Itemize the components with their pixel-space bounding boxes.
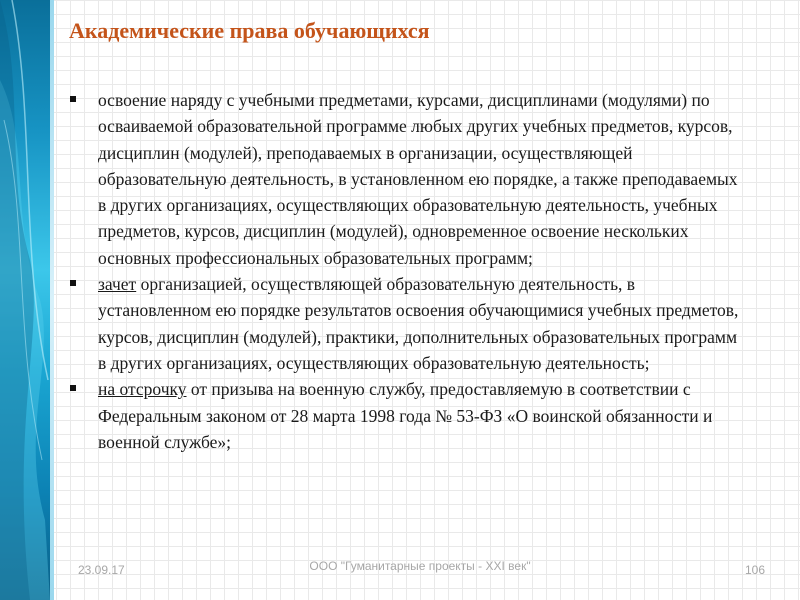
side-band-edge: [50, 0, 54, 600]
bullet-list: [69, 87, 749, 455]
underlined-term: зачет: [98, 274, 137, 295]
bullet-marker: [70, 385, 76, 391]
list-item: [69, 271, 749, 376]
list-item: [69, 376, 749, 455]
slide-number: 106: [744, 563, 765, 577]
footer-organization: ООО "Гуманитарные проекты - XXI век": [309, 559, 531, 573]
list-item-text: от призыва на военную службу, предоставляемую в соответствии с Федеральным законом от 28 марта 1998 года № 53-ФЗ «О воинской обязанности и военной службе»;: [98, 379, 713, 452]
underlined-term: на отсрочку: [98, 379, 187, 400]
decorative-side-band: [0, 0, 50, 600]
list-item-text: освоение наряду с учебными предметами, курсами, дисциплинами (модулями) по осваиваемой образовательной программе любых других учебных предметов, курсов, дисциплин (модулей), преподаваемых в организации, осуществляющей образовательную деятельность, в установленном ею порядке, а также преподаваемых в других организациях, осуществляющих образовательную деятельность, учебных предметов, курсов, дисциплин (модулей), одновременное освоение нескольких основных профессиональных образовательных программ;: [98, 90, 738, 268]
bullet-marker: [70, 96, 76, 102]
wave-decoration: [0, 0, 50, 600]
slide-title: Академические права обучающихся: [69, 18, 430, 43]
bullet-marker: [70, 280, 76, 286]
footer-date: 23.09.17: [78, 563, 125, 577]
list-item-text: организацией, осуществляющей образовательную деятельность, в установленном ею порядке результатов освоения обучающимися учебных предметов, курсов, дисциплин (модулей), практики, дополнительных образовательных программ в других организациях, осуществляющих образовательную деятельность;: [98, 274, 739, 373]
list-item: [69, 87, 749, 271]
